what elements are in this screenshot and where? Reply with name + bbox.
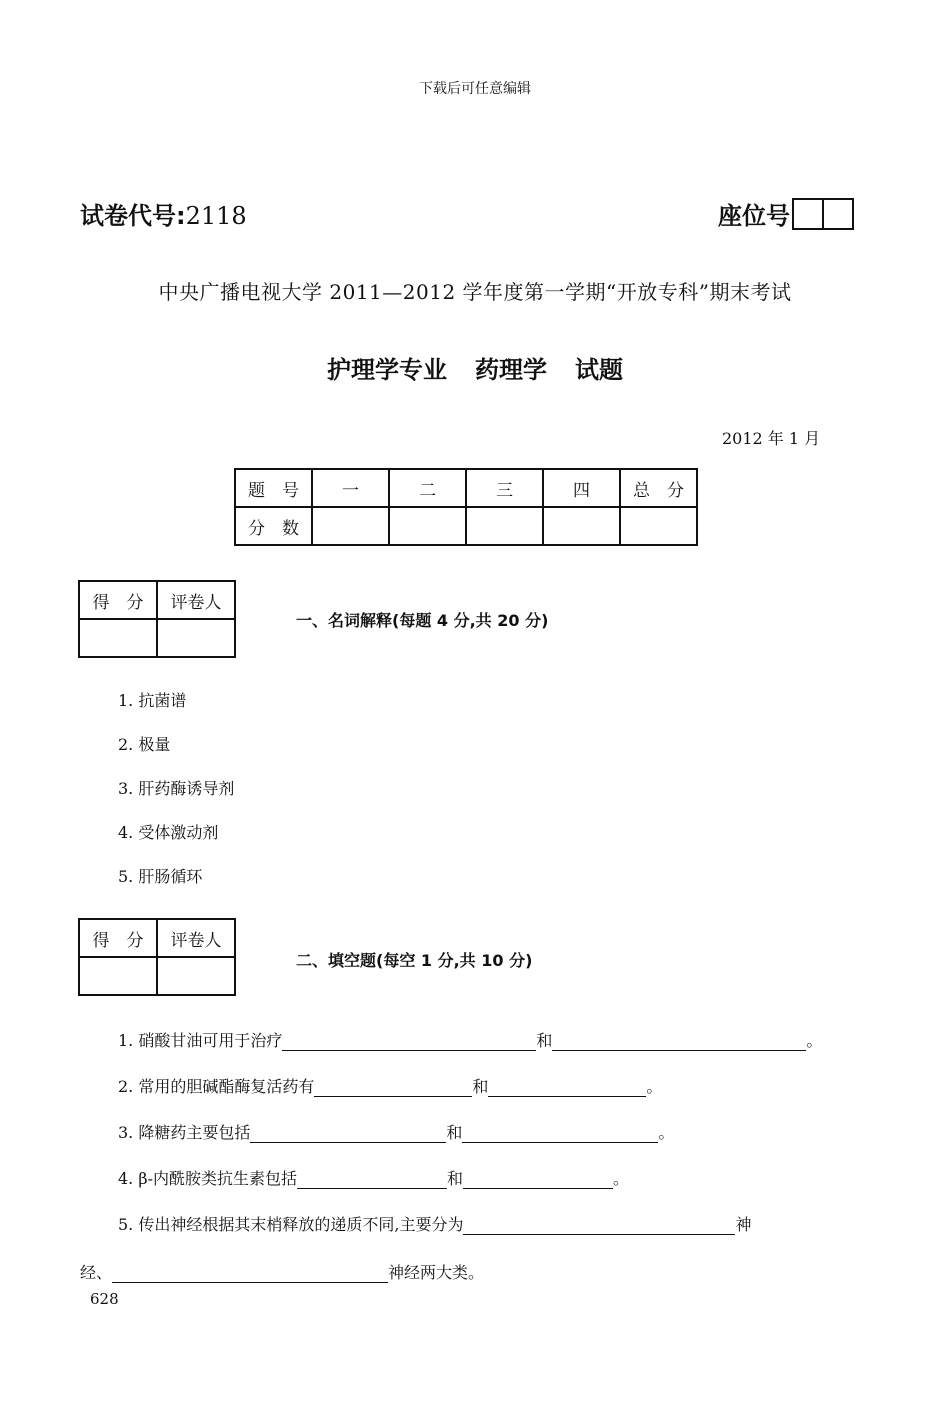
subject-title [0, 350, 950, 385]
question-text: 1. 硝酸甘油可用于治疗 [118, 1031, 283, 1050]
question-end: 。 [658, 1123, 675, 1142]
subject-course: 药理学 [475, 356, 547, 384]
answer-blank[interactable] [462, 1124, 658, 1143]
download-note: 下载后可任意编辑 [419, 81, 531, 97]
answer-blank[interactable] [488, 1078, 646, 1097]
question-connector: 和 [472, 1077, 489, 1096]
grader-score-label: 得 分 [79, 919, 157, 957]
fill-question-5-line2 [80, 1260, 484, 1283]
list-item: 2. 极量 [118, 735, 171, 754]
grader-name-label: 评卷人 [157, 581, 235, 619]
list-item: 4. 受体激动剂 [118, 823, 219, 842]
question-text: 4. β-内酰胺类抗生素包括 [118, 1169, 298, 1188]
score-table [234, 468, 698, 546]
grader-name-label: 评卷人 [157, 919, 235, 957]
answer-blank[interactable] [314, 1078, 472, 1097]
seat-label: 座位号 [718, 202, 790, 230]
fill-question-2 [118, 1074, 662, 1097]
question-text: 经、 [80, 1263, 113, 1282]
seat-number [718, 196, 854, 231]
grader-score-cell [79, 619, 157, 657]
question-end: 。 [646, 1077, 663, 1096]
question-connector: 和 [447, 1169, 464, 1188]
grader-score-label: 得 分 [79, 581, 157, 619]
score-cell: 总 分 [620, 469, 697, 507]
list-item: 1. 抗菌谱 [118, 691, 187, 710]
question-end: 。 [806, 1031, 823, 1050]
fill-question-4 [118, 1166, 629, 1189]
answer-blank[interactable] [463, 1216, 735, 1235]
exam-code-label: 试卷代号: [80, 202, 186, 230]
score-cell: 一 [312, 469, 389, 507]
question-connector: 和 [536, 1031, 553, 1050]
fill-question-5 [118, 1212, 751, 1235]
subject-major: 护理学专业 [327, 356, 447, 384]
score-cell: 二 [389, 469, 466, 507]
grader-name-cell [157, 619, 235, 657]
score-table-header-row [235, 469, 697, 507]
seat-boxes [792, 198, 854, 230]
section1-title: 一、名词解释(每题 4 分,共 20 分) [296, 611, 549, 630]
score-cell: 题 号 [235, 469, 312, 507]
score-input-cell [312, 507, 389, 545]
question-text: 2. 常用的胆碱酯酶复活药有 [118, 1077, 315, 1096]
answer-blank[interactable] [463, 1170, 613, 1189]
answer-blank[interactable] [112, 1264, 388, 1283]
answer-blank[interactable] [297, 1170, 447, 1189]
score-input-cell [466, 507, 543, 545]
grader-score-cell [79, 957, 157, 995]
score-cell: 分 数 [235, 507, 312, 545]
question-text: 5. 传出神经根据其末梢释放的递质不同,主要分为 [118, 1215, 464, 1234]
question-end: 。 [613, 1169, 630, 1188]
list-item: 3. 肝药酶诱导剂 [118, 779, 235, 798]
answer-blank[interactable] [250, 1124, 446, 1143]
university-line: 中央广播电视大学 2011—2012 学年度第一学期“开放专科”期末考试 [158, 280, 792, 304]
fill-question-3 [118, 1120, 674, 1143]
grader-box-section1 [78, 580, 236, 658]
exam-code-value: 2118 [185, 202, 247, 230]
question-connector: 和 [446, 1123, 463, 1142]
section2-title: 二、填空题(每空 1 分,共 10 分) [296, 951, 533, 970]
grader-name-cell [157, 957, 235, 995]
subject-kind: 试题 [575, 356, 623, 384]
question-text: 3. 降糖药主要包括 [118, 1123, 251, 1142]
question-text-end: 神 [735, 1215, 752, 1234]
exam-date: 2012 年 1 月 [722, 429, 821, 448]
score-input-cell [389, 507, 466, 545]
score-table-value-row [235, 507, 697, 545]
score-cell: 三 [466, 469, 543, 507]
score-input-cell [620, 507, 697, 545]
grader-box-section2 [78, 918, 236, 996]
exam-code [80, 196, 247, 231]
list-item: 5. 肝肠循环 [118, 867, 203, 886]
answer-blank[interactable] [282, 1032, 536, 1051]
answer-blank[interactable] [552, 1032, 806, 1051]
fill-question-1 [118, 1028, 822, 1051]
question-end: 神经两大类。 [388, 1263, 485, 1282]
page-number: 628 [90, 1290, 119, 1308]
score-input-cell [543, 507, 620, 545]
score-cell: 四 [543, 469, 620, 507]
